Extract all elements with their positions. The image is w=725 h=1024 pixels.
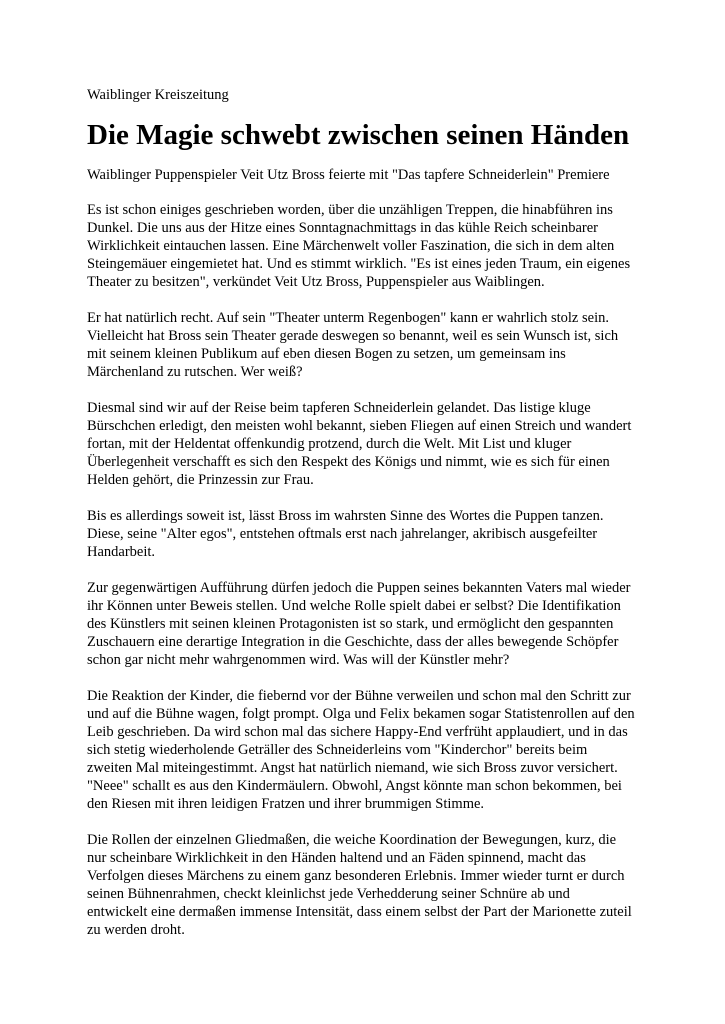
article-paragraph bbox=[87, 201, 647, 291]
paragraph-line: Wirklichkeit eintauchen lassen. Eine Märchenwelt voller Faszination, die sich in dem alten bbox=[87, 238, 615, 254]
article-paragraph bbox=[87, 831, 647, 939]
article-headline: Die Magie schwebt zwischen seinen Händen bbox=[87, 119, 630, 151]
paragraph-line: schon gar nicht mehr wahrgenommen wird. Was will der Künstler mehr? bbox=[87, 652, 510, 668]
paragraph-line: seinen Bühnenrahmen, checkt kleinlichst jede Verhedderung seiner Schnüre ab und bbox=[87, 886, 570, 902]
publication-name: Waiblinger Kreiszeitung bbox=[87, 87, 229, 103]
paragraph-line: Märchenland zu rutschen. Wer weiß? bbox=[87, 364, 303, 380]
paragraph-line: Bürschchen erledigt, den meisten wohl bekannt, sieben Fliegen auf einen Streich und wandert bbox=[87, 418, 632, 434]
paragraph-line: Zuschauern eine derartige Integration in die Geschichte, dass der alles bewegende Schöpfer bbox=[87, 634, 619, 650]
paragraph-line: Diesmal sind wir auf der Reise beim tapferen Schneiderlein gelandet. Das listige kluge bbox=[87, 400, 591, 416]
paragraph-line: Vielleicht hat Bross sein Theater gerade deswegen so benannt, weil es sein Wunsch ist, sich bbox=[87, 328, 619, 344]
article-paragraph bbox=[87, 507, 647, 561]
paragraph-line: Steingemäuer eingemietet hat. Und es stimmt wirklich. "Es ist eines jeden Traum, ein eigenes bbox=[87, 256, 631, 272]
paragraph-line: zweiten Mal miteingestimmt. Angst hat natürlich niemand, wie sich Bross zuvor versichert. bbox=[87, 760, 618, 776]
paragraph-line: Helden gehört, die Prinzessin zur Frau. bbox=[87, 472, 314, 488]
paragraph-line: nur scheinbare Wirklichkeit in den Händen haltend und an Fäden spinnend, macht das bbox=[87, 850, 586, 866]
paragraph-line: zu werden droht. bbox=[87, 922, 185, 938]
article-paragraph bbox=[87, 687, 647, 813]
paragraph-line: Handarbeit. bbox=[87, 544, 156, 560]
paragraph-line: Zur gegenwärtigen Aufführung dürfen jedoch die Puppen seines bekannten Vaters mal wieder bbox=[87, 580, 631, 596]
paragraph-line: Diese, seine "Alter egos", entstehen oftmals erst nach jahrelanger, akribisch ausgefeilter bbox=[87, 526, 598, 542]
article-body bbox=[87, 201, 647, 939]
paragraph-line: Theater zu besitzen", verkündet Veit Utz Bross, Puppenspieler aus Waiblingen. bbox=[87, 274, 545, 290]
paragraph-line: Dunkel. Die uns aus der Hitze eines Sonntagnachmittags in das kühle Reich scheinbarer bbox=[87, 220, 598, 236]
paragraph-line: Er hat natürlich recht. Auf sein "Theater unterm Regenbogen" kann er wahrlich stolz sein. bbox=[87, 310, 609, 326]
paragraph-line: ihr Können unter Beweis stellen. Und welche Rolle spielt dabei er selbst? Die Identifikation bbox=[87, 598, 621, 614]
paragraph-line: fortan, mit der Heldentat offenkundig protzend, durch die Welt. Mit List und kluger bbox=[87, 436, 572, 452]
paragraph-line: entwickelt eine dermaßen immense Intensität, dass einem selbst der Part der Marionette zuteil bbox=[87, 904, 632, 920]
paragraph-line: des Künstlers mit seinen kleinen Protagonisten ist so stark, und ermöglicht den gespannten bbox=[87, 616, 614, 632]
paragraph-line: Leib geschrieben. Da wird schon mal das sichere Happy-End verfrüht applaudiert, und in das bbox=[87, 724, 628, 740]
paragraph-line: den Riesen mit ihren leidigen Fratzen und ihrer brummigen Stimme. bbox=[87, 796, 485, 812]
paragraph-line: und auf die Bühne wagen, folgt prompt. Olga und Felix bekamen sogar Statistenrollen auf den bbox=[87, 706, 635, 722]
article bbox=[87, 86, 647, 957]
paragraph-line: Es ist schon einiges geschrieben worden, über die unzähligen Treppen, die hinabführen ins bbox=[87, 202, 613, 218]
article-subtitle: Waiblinger Puppenspieler Veit Utz Bross feierte mit "Das tapfere Schneiderlein" Premiere bbox=[87, 167, 610, 183]
paragraph-line: mit seinem kleinen Publikum auf eben diesen Bogen zu setzen, um gemeinsam ins bbox=[87, 346, 566, 362]
paragraph-line: "Neee" schallt es aus den Kindermäulern. Obwohl, Angst könnte man schon bekommen, bei bbox=[87, 778, 622, 794]
paragraph-line: Die Reaktion der Kinder, die fiebernd vor der Bühne verweilen und schon mal den Schritt zur bbox=[87, 688, 631, 704]
paragraph-line: sich stetig wiederholende Geträller des Schneiderleins vom "Kinderchor" bereits beim bbox=[87, 742, 588, 758]
paragraph-line: Überlegenheit verschafft es sich den Respekt des Königs und nimmt, wie es sich für einen bbox=[87, 454, 610, 470]
article-paragraph bbox=[87, 309, 647, 381]
paragraph-line: Bis es allerdings soweit ist, lässt Bross im wahrsten Sinne des Wortes die Puppen tanzen. bbox=[87, 508, 604, 524]
article-paragraph bbox=[87, 579, 647, 669]
paragraph-line: Verfolgen dieses Märchens zu einem ganz besonderen Erlebnis. Immer wieder turnt er durch bbox=[87, 868, 625, 884]
paragraph-line: Die Rollen der einzelnen Gliedmaßen, die weiche Koordination der Bewegungen, kurz, die bbox=[87, 832, 617, 848]
article-paragraph bbox=[87, 399, 647, 489]
